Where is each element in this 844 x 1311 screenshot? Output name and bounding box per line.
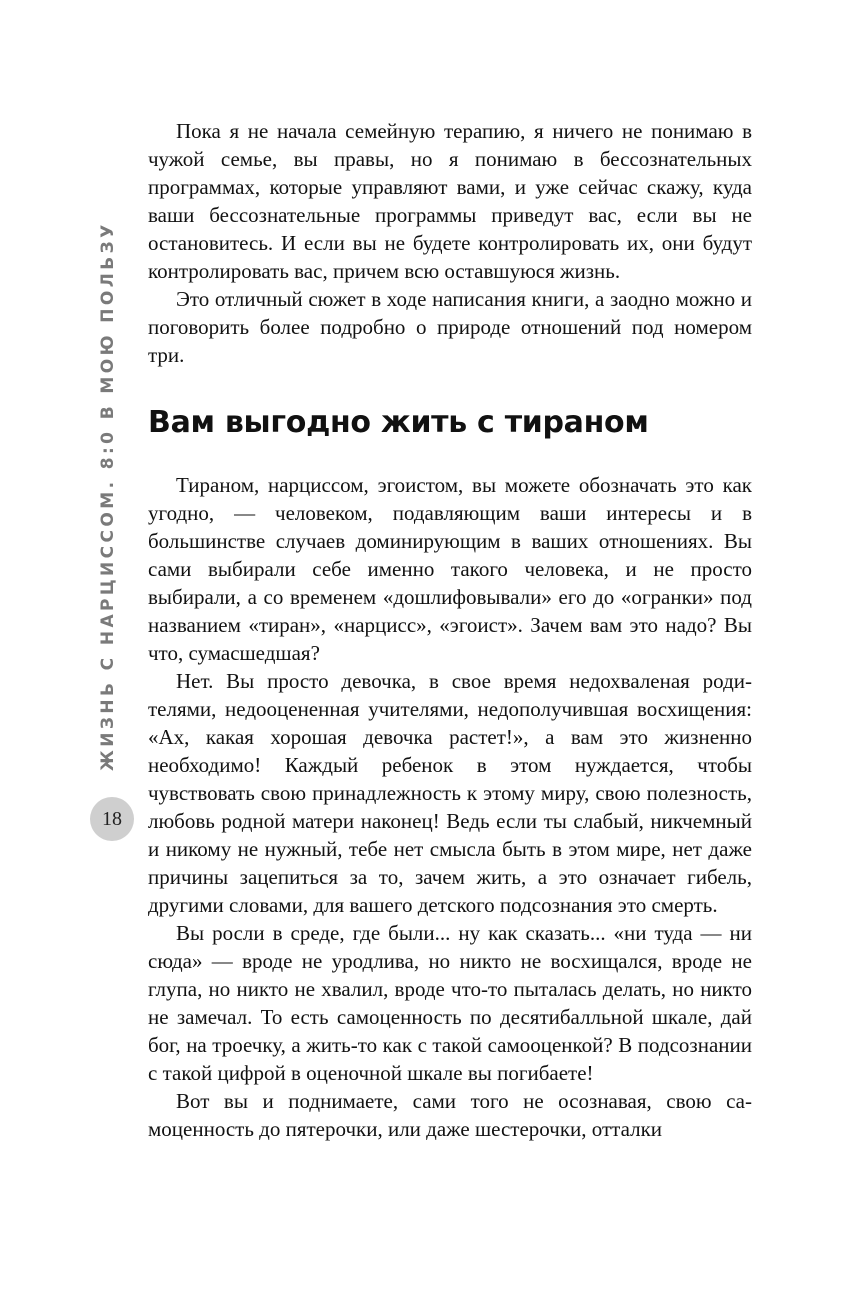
paragraph: Вы росли в среде, где были... ну как сказать... «ни туда — ни сюда» — вроде не уродлива, но никто не восхищался, вроде не глупа, но никто не хвалил, вроде что-то пыталась делать, но никто не замечал. То есть самоценность по десятибалльной шкале, дай бог, на троечку, а жить-то как с такой самооценкой? В подсознании с такой цифрой в оценочной шкале вы погибаете! xyxy=(148,921,752,1085)
page-number-badge: 18 xyxy=(90,797,134,841)
paragraph: Нет. Вы просто девочка, в свое время недохваленая родителями, недооцененная учителями, недополучившая восхищения: «Ах, какая хорошая девочка растет!», а вам это жизненно необходимо! Каждый ребенок в этом нуждается, чтобы чувствовать свою принадлежность к этому миру, свою полезность, любовь родной матери наконец! Ведь если ты слабый, никчемный и никому не нужный, тебе нет смысла быть в этом мире, нет даже причины зацепиться за то, зачем жить, а это означает гибель, другими словами, для вашего детского подсознания это смерть. xyxy=(148,669,752,917)
paragraph: Пока я не начала семейную терапию, я ничего не понимаю в чужой семье, вы правы, но я понимаю в бессознательных программах, которые управляют вами, и уже сейчас скажу, куда ваши бессознательные программы приведут вас, если вы не остановитесь. И если вы не будете контролировать их, они будут контролировать вас, причем всю оставшуюся жизнь. xyxy=(148,119,752,283)
paragraph: Тираном, нарциссом, эгоистом, вы можете обозначать это как угодно, — человеком, подавляющим ваши интересы и в большинстве случаев доминирующим в ваших отношениях. Вы сами выбирали себе именно такого человека, и не просто выбирали, а со временем «дошлифовывали» его до «огранки» под названием «тиран», «нарцисс», «эгоист». Зачем вам это надо? Вы что, сумасшедшая? xyxy=(148,473,752,665)
body-text xyxy=(148,117,752,1143)
running-title: ЖИЗНЬ С НАРЦИССОМ. 8:0 В МОЮ ПОЛЬЗУ xyxy=(98,221,118,771)
paragraph: Вот вы и поднимаете, сами того не осознавая, свою самоценность до пятерочки, или даже шестерочки, отталки xyxy=(148,1089,752,1141)
section-heading: Вам выгодно жить с тираном xyxy=(148,405,649,440)
paragraph: Это отличный сюжет в ходе написания книги, а заодно можно и поговорить более подробно о природе отношений под номером три. xyxy=(148,287,752,367)
